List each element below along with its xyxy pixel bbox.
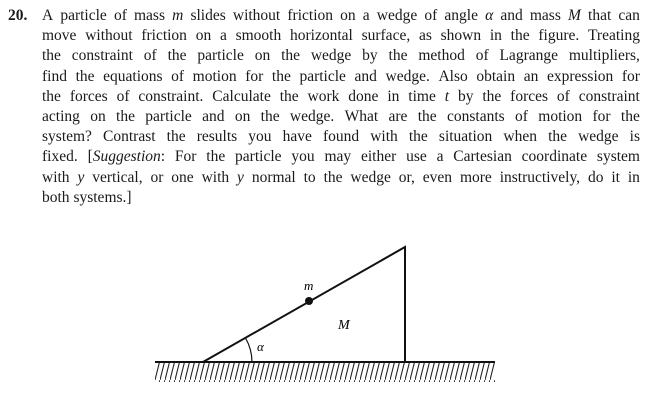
word-part: without — [232, 7, 281, 24]
word-part: the — [548, 128, 567, 146]
word-part: one — [171, 168, 194, 186]
word-part: expression — [546, 67, 614, 85]
word-part: of — [424, 7, 438, 24]
word-part: in — [627, 168, 640, 186]
word-part: the — [620, 108, 640, 126]
word-part: constants — [447, 108, 505, 126]
word-part: with — [370, 128, 398, 146]
math-symbol: M — [568, 7, 581, 24]
word-part: vertical, — [92, 168, 143, 186]
word-part: the — [271, 67, 291, 85]
word-part: as — [418, 27, 432, 45]
word-part: the — [206, 148, 226, 166]
word-part: constraint — [71, 47, 133, 65]
word-part: by — [457, 87, 474, 105]
word-part: the — [408, 128, 428, 146]
word-part: shown — [440, 27, 482, 45]
word-part: What — [344, 108, 379, 126]
word-part: the — [260, 108, 280, 126]
word-part: on — [340, 7, 356, 24]
ground-hatching — [155, 362, 495, 382]
word-part: multipliers, — [568, 47, 640, 65]
word-part: the — [166, 128, 186, 146]
word-part: of — [116, 87, 130, 105]
word-part: wedge. — [289, 108, 335, 126]
word-part: wedge — [310, 47, 352, 65]
math-symbol: y — [77, 168, 85, 186]
particle — [305, 297, 313, 305]
word-part: particle — [197, 47, 244, 65]
word-part: surface, — [361, 27, 411, 45]
word-part: method — [418, 47, 465, 65]
word-part: by — [362, 47, 378, 65]
word-part: a — [362, 7, 370, 24]
particle-label: m — [304, 278, 314, 293]
word-part: without — [85, 27, 133, 45]
word-part: slides — [190, 7, 226, 24]
word-part: an — [523, 67, 539, 85]
word-part: use — [406, 148, 427, 166]
word-part: : — [160, 148, 166, 166]
word-part: A — [42, 7, 54, 24]
word-part: Lagrange — [499, 47, 558, 65]
word-part: even — [422, 168, 453, 186]
word-part: of — [556, 87, 570, 105]
word-part: system — [596, 148, 640, 166]
word-part: to — [303, 168, 316, 186]
problem-number: 20. — [8, 7, 28, 24]
word-part: fixed. — [42, 148, 78, 166]
word-part: wedge. — [385, 67, 430, 85]
word-part: For — [174, 148, 197, 166]
word-part: smooth — [235, 27, 282, 45]
word-part: on — [254, 47, 271, 65]
word-part: Also — [438, 67, 468, 85]
word-part: either — [360, 148, 397, 166]
word-part: particle — [145, 108, 192, 126]
word-part: you — [248, 128, 272, 146]
word-part: the — [510, 27, 530, 45]
word-part: on — [195, 27, 212, 45]
word-part: of — [475, 47, 489, 65]
word-part: forces — [69, 87, 108, 105]
word-part: constraint — [578, 87, 640, 105]
word-part: the — [281, 47, 300, 65]
word-part: of — [171, 67, 185, 85]
word-part: and — [500, 7, 523, 24]
word-part: in — [387, 87, 400, 105]
word-part: find — [42, 67, 67, 85]
word-part: the — [42, 87, 61, 105]
word-part: coordinate — [521, 148, 588, 166]
word-part: mass — [529, 7, 561, 24]
math-symbol: α — [485, 7, 494, 24]
math-symbol: m — [172, 7, 184, 24]
word-part: found — [322, 128, 360, 146]
word-part: instructively, — [499, 168, 581, 186]
word-part: the — [167, 47, 187, 65]
word-part: friction — [141, 27, 187, 45]
word-part: you — [291, 148, 315, 166]
word-part: Calculate — [212, 87, 271, 105]
word-part: Contrast — [103, 128, 156, 146]
word-part: wedge — [350, 168, 391, 186]
word-part: particle — [235, 148, 282, 166]
word-part: motion — [538, 108, 583, 126]
word-part: [ — [87, 148, 93, 166]
word-part: time — [408, 87, 436, 105]
word-part: the — [417, 108, 437, 126]
word-part: for — [245, 67, 264, 85]
word-part: the — [75, 67, 95, 85]
word-part: the — [116, 108, 135, 126]
word-part: with — [201, 168, 230, 186]
word-part: a — [219, 27, 227, 45]
math-symbol: y — [237, 168, 244, 186]
word-part: equations — [103, 67, 163, 85]
word-part: that — [588, 7, 612, 24]
word-part: can — [618, 7, 640, 24]
word-part: or, — [398, 168, 415, 186]
word-part: and — [202, 108, 225, 126]
word-part: the — [482, 87, 502, 105]
word-part: have — [282, 128, 312, 146]
word-part: may — [324, 148, 352, 166]
word-part: of — [515, 108, 528, 126]
word-part: with — [42, 168, 70, 186]
word-part: acting — [42, 108, 80, 126]
word-part: forces — [510, 87, 549, 105]
word-part: of — [143, 47, 157, 65]
word-part: in — [489, 27, 502, 45]
word-part: mass — [133, 7, 165, 24]
word-part: angle — [444, 7, 478, 24]
word-part: Treating — [588, 27, 640, 45]
word-part: situation — [438, 128, 493, 146]
word-part: obtain — [476, 67, 516, 85]
math-symbol: Suggestion — [92, 148, 161, 166]
word-part: or — [150, 168, 164, 186]
word-part: figure. — [538, 27, 580, 45]
word-part: work — [307, 87, 340, 105]
word-part: for — [592, 108, 611, 126]
wedge — [203, 247, 405, 362]
word-part: and — [354, 67, 377, 85]
word-part: on — [234, 108, 251, 126]
word-part: constraint. — [138, 87, 204, 105]
word-part: is — [629, 128, 640, 146]
math-symbol: t — [444, 87, 450, 105]
word-part: particle — [299, 67, 346, 85]
word-part: the — [388, 47, 408, 65]
word-part: motion — [192, 67, 237, 85]
word-part: the — [279, 87, 299, 105]
wedge-label: M — [338, 318, 350, 333]
word-part: results — [196, 128, 238, 146]
word-part: the — [323, 168, 343, 186]
word-part: Cartesian — [453, 148, 512, 166]
word-part: wedge — [578, 128, 619, 146]
word-part: it — [611, 168, 620, 186]
word-part: more — [459, 168, 492, 186]
word-part: particle — [60, 7, 107, 24]
word-part: horizontal — [289, 27, 353, 45]
word-part: move — [42, 27, 77, 45]
word-part: both — [42, 188, 70, 206]
word-part: normal — [251, 168, 296, 186]
word-part: wedge — [376, 7, 418, 24]
word-part: for — [621, 67, 640, 85]
word-part: system? — [42, 128, 92, 146]
word-part: are — [388, 108, 408, 126]
word-part: systems.] — [73, 188, 132, 206]
word-part: the — [42, 47, 61, 65]
word-part: when — [503, 128, 537, 146]
word-part: of — [113, 7, 127, 24]
angle-label: α — [257, 339, 264, 354]
word-part: done — [348, 87, 379, 105]
word-part: a — [436, 148, 444, 166]
angle-arc — [246, 338, 253, 362]
word-part: do — [587, 168, 604, 186]
word-part: on — [90, 108, 106, 126]
word-part: friction — [287, 7, 333, 24]
